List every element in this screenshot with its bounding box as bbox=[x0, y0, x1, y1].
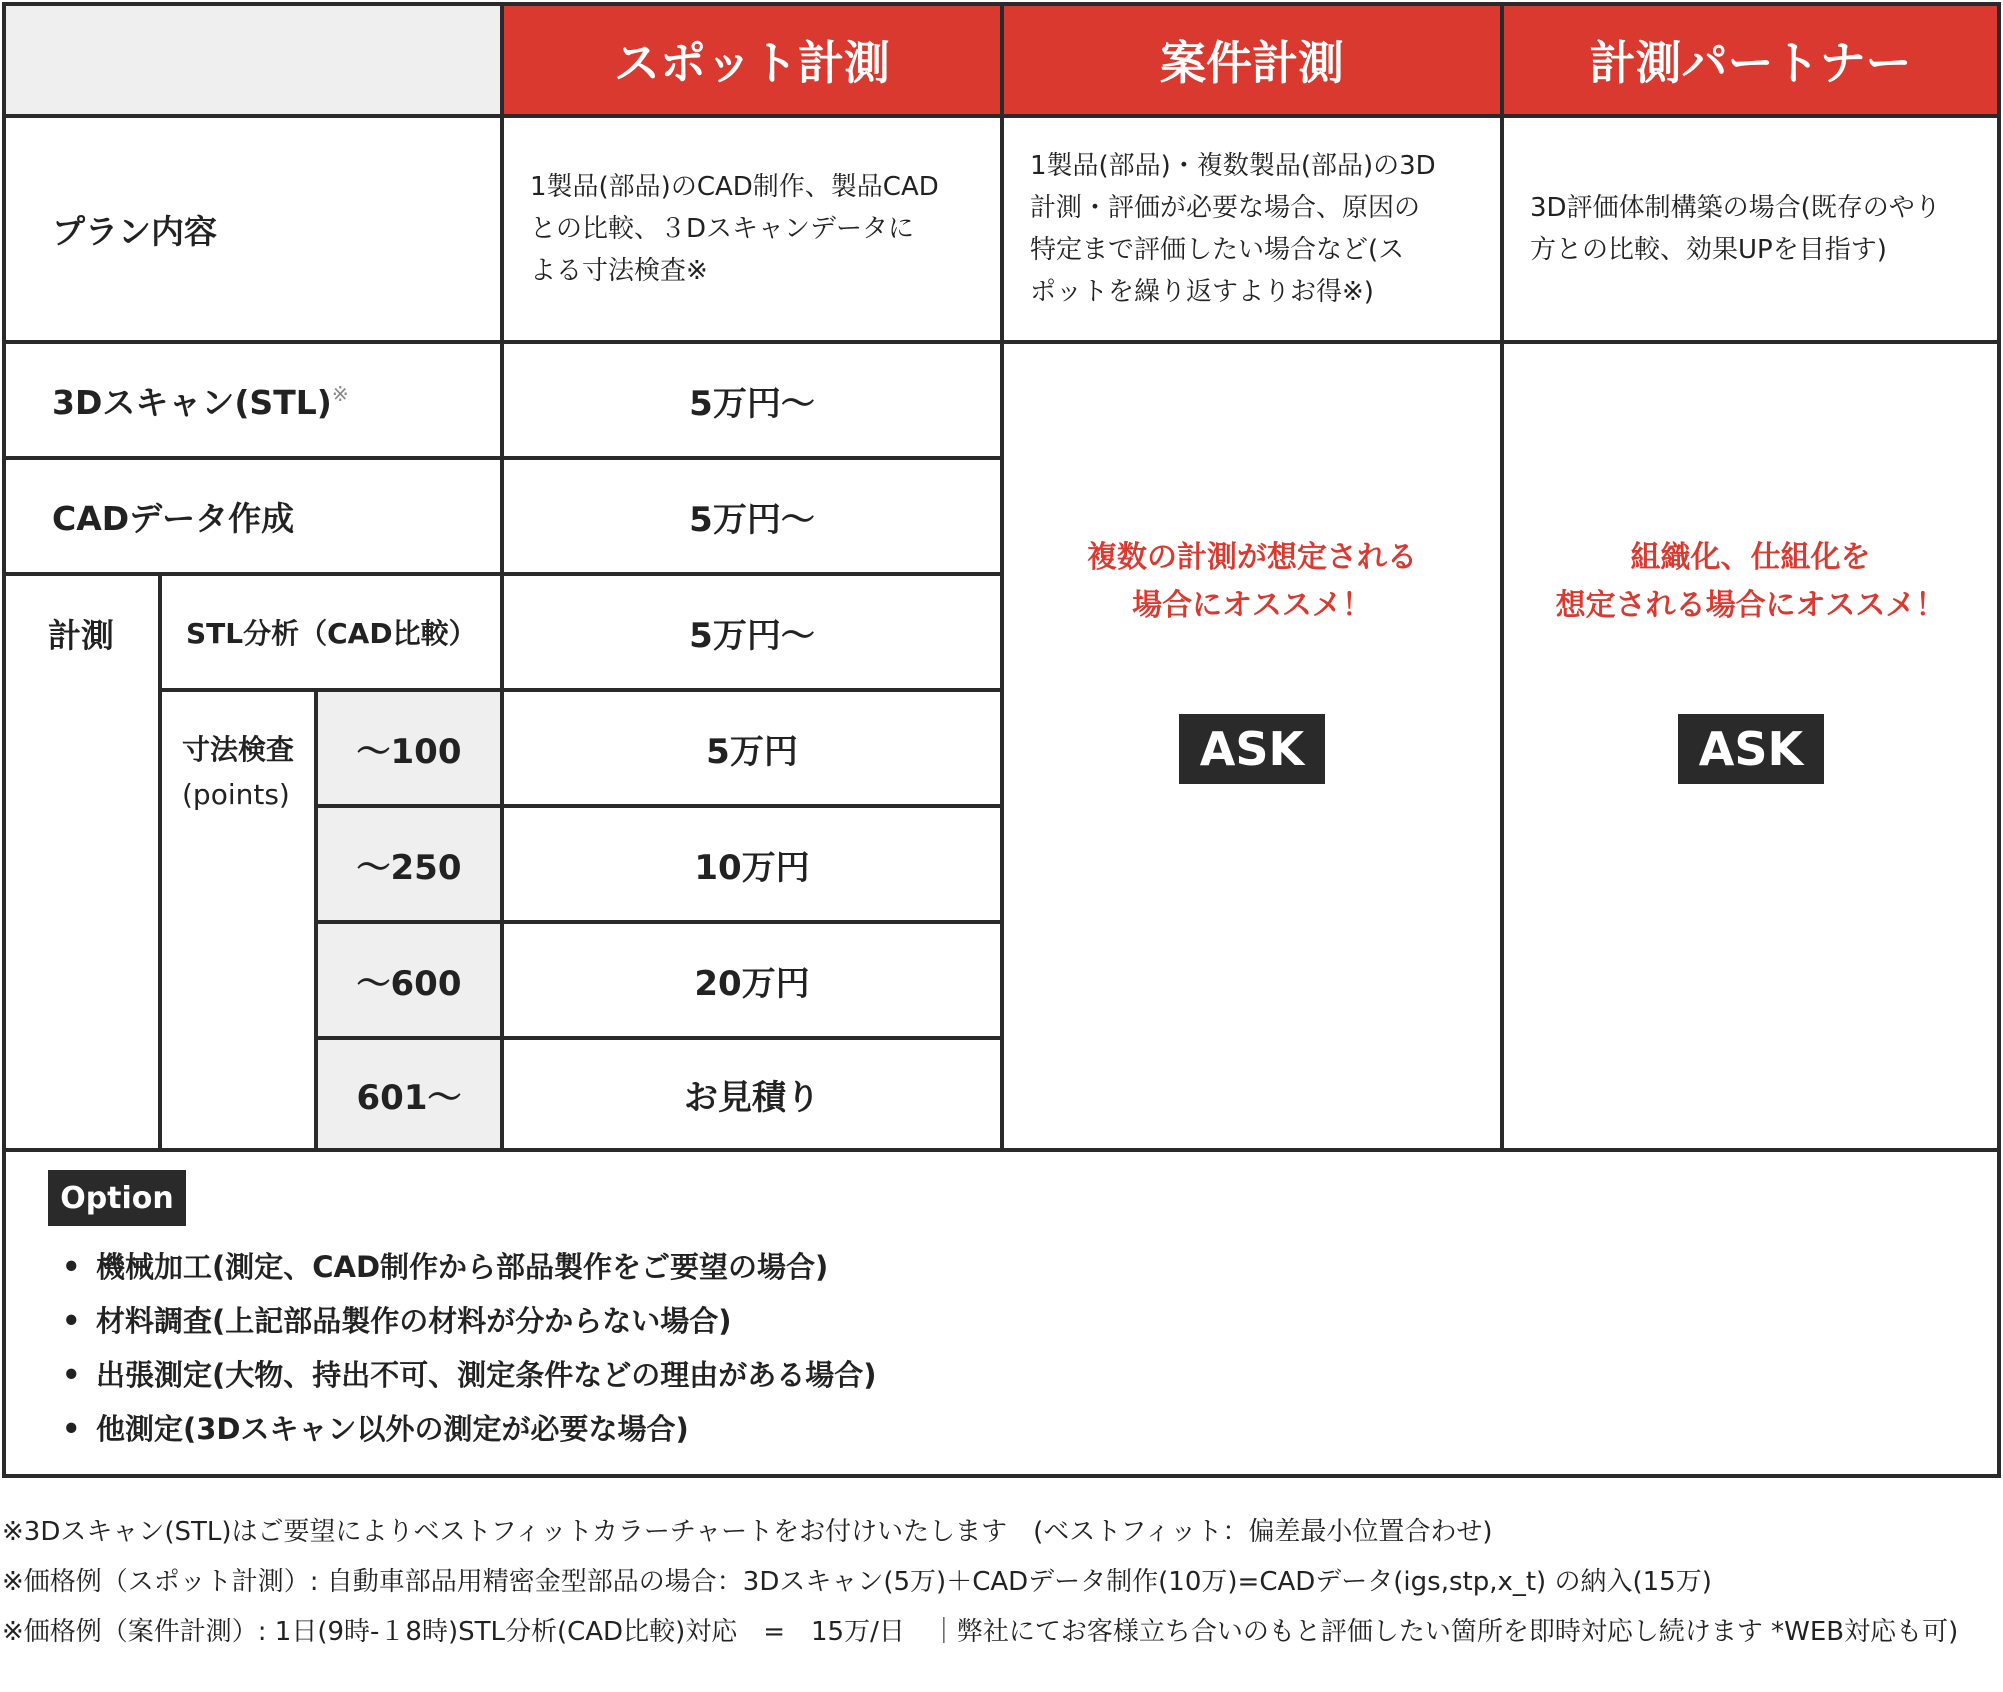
footnote: ※3Dスキャン(STL)はご要望によりベストフィットカラーチャートをお付けいたします (ベストフィット：偏差最小位置合わせ) bbox=[2, 1517, 1493, 1547]
desc-line: 1製品(部品)・複数製品(部品)の3D bbox=[1030, 151, 1436, 181]
partner-merged-cell bbox=[1500, 340, 2001, 1152]
cad-label: CADデータ作成 bbox=[2, 456, 504, 576]
desc-line: 方との比較、効果UPを目指す) bbox=[1530, 235, 1887, 265]
recommend-line: 組織化、仕組化を bbox=[1630, 540, 1871, 575]
measure-label-cell bbox=[2, 572, 162, 1152]
desc-line: ポットを繰り返すよりお得※) bbox=[1030, 277, 1374, 307]
option-item: • 材料調査(上記部品製作の材料が分からない場合) bbox=[62, 1294, 877, 1348]
option-item: • 機械加工(測定、CAD制作から部品製作をご要望の場合) bbox=[62, 1240, 877, 1294]
tier-range: 〜100 bbox=[314, 688, 504, 808]
desc-line: 計測・評価が必要な場合、原因の bbox=[1030, 193, 1421, 223]
plan-project-desc bbox=[1000, 114, 1504, 344]
header-project: 案件計測 bbox=[1000, 2, 1504, 118]
option-item: • 出張測定(大物、持出不可、測定条件などの理由がある場合) bbox=[62, 1348, 877, 1402]
tier-range: 601〜 bbox=[314, 1036, 504, 1152]
tier-range: 〜250 bbox=[314, 804, 504, 924]
plan-partner-desc bbox=[1500, 114, 2001, 344]
option-list bbox=[62, 1240, 877, 1456]
footnote: ※価格例（案件計測）: 1日(9時-１8時)STL分析(CAD比較)対応 = 15万/日 ｜弊社にてお客様立ち合いのもと評価したい箇所を即時対応し続けます *WEB対応も可) bbox=[2, 1617, 1959, 1647]
desc-line: との比較、３Dスキャンデータに bbox=[530, 214, 915, 244]
footnotes bbox=[2, 1507, 1997, 1657]
scan-price: 5万円〜 bbox=[500, 340, 1004, 460]
tier-price: 5万円 bbox=[500, 688, 1004, 808]
recommend-line: 場合にオススメ！ bbox=[1132, 588, 1372, 623]
header-spot: スポット計測 bbox=[500, 2, 1004, 118]
dim-label: 寸法検査 bbox=[182, 733, 295, 766]
tier-price: お見積り bbox=[500, 1036, 1004, 1152]
plan-spot-desc bbox=[500, 114, 1004, 344]
scan-label bbox=[2, 340, 504, 460]
scan-label-text: 3Dスキャン(STL) bbox=[52, 382, 332, 422]
ask-badge[interactable]: ASK bbox=[1678, 714, 1824, 784]
option-badge: Option bbox=[48, 1170, 186, 1226]
project-recommend bbox=[1004, 534, 1500, 630]
dim-unit: (points) bbox=[182, 778, 290, 811]
project-merged-cell bbox=[1000, 340, 1504, 1152]
partner-recommend bbox=[1504, 534, 1997, 630]
footnote: ※価格例（スポット計測）: 自動車部品用精密金型部品の場合：3Dスキャン(5万)＋CADデータ制作(10万)=CADデータ(igs,stp,x_t) の納入(15万) bbox=[2, 1567, 1712, 1597]
desc-line: よる寸法検査※ bbox=[530, 256, 708, 286]
stl-label: STL分析（CAD比較） bbox=[158, 572, 504, 692]
header-partner: 計測パートナー bbox=[1500, 2, 2001, 118]
dim-label-cell bbox=[158, 688, 318, 1152]
ask-badge[interactable]: ASK bbox=[1179, 714, 1325, 784]
tier-price: 10万円 bbox=[500, 804, 1004, 924]
measure-label: 計測 bbox=[48, 616, 114, 655]
tier-price: 20万円 bbox=[500, 920, 1004, 1040]
stl-price: 5万円〜 bbox=[500, 572, 1004, 692]
desc-line: 3D評価体制構築の場合(既存のやり bbox=[1530, 193, 1941, 223]
scan-note-mark: ※ bbox=[331, 382, 349, 406]
recommend-line: 複数の計測が想定される bbox=[1087, 540, 1417, 575]
option-item: • 他測定(3Dスキャン以外の測定が必要な場合) bbox=[62, 1402, 877, 1456]
desc-line: 1製品(部品)のCAD制作、製品CAD bbox=[530, 172, 939, 202]
desc-line: 特定まで評価したい場合など(ス bbox=[1030, 235, 1405, 265]
recommend-line: 想定される場合にオススメ！ bbox=[1555, 588, 1946, 623]
cad-price: 5万円〜 bbox=[500, 456, 1004, 576]
plan-label: プラン内容 bbox=[2, 114, 504, 344]
header-corner bbox=[2, 2, 504, 118]
tier-range: 〜600 bbox=[314, 920, 504, 1040]
